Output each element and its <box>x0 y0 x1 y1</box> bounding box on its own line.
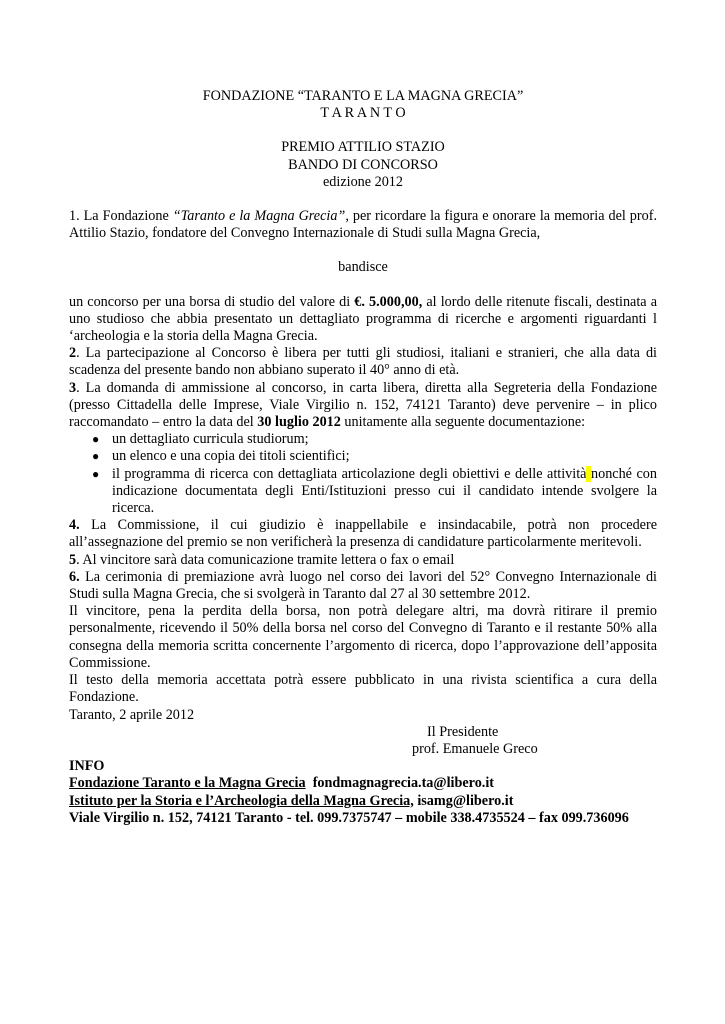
paragraph-4: 4. La Commissione, il cui giudizio è inappellabile e insindacabile, potrà non procedere all’assegnazione del premio se non verificherà la presenza di candidature particolarmente meritevoli. <box>69 517 657 551</box>
paragraph-4-number: 4. <box>69 517 80 534</box>
prize-amount: €. 5.000,00, <box>354 293 423 310</box>
info-line-1 <box>69 775 657 792</box>
foundation-link[interactable]: Fondazione Taranto e la Magna Grecia <box>69 775 306 792</box>
foundation-title: FONDAZIONE “TARANTO E LA MAGNA GRECIA” <box>202 88 524 104</box>
deadline-date: 30 luglio 2012 <box>257 414 341 431</box>
paragraph-concorso: un concorso per una borsa di studio del valore di €. 5.000,00, al lordo delle ritenute fiscali, destinata a uno studioso che abbia presentato un dettagliato programma di ricerche e argomenti riguardanti l ‘archeologia e la storia della Magna Grecia. <box>69 293 657 345</box>
documents-list <box>69 431 657 517</box>
info-line-2 <box>69 793 657 810</box>
paragraph-3: 3. La domanda di ammissione al concorso, in carta libera, diretta alla Segreteria della Fondazione (presso Cittadella delle Imprese, Viale Virgilio n. 152, 74121 Taranto) deve pervenire – in plico raccomandato – entro la data del 30 luglio 2012 unitamente alla seguente documentazione: <box>69 379 657 431</box>
foundation-email[interactable]: fondmagnagrecia.ta@libero.it <box>305 775 495 792</box>
paragraph-5: 5. Al vincitore sarà data comunicazione tramite lettera o fax o email <box>69 551 455 568</box>
paragraph-7: Il vincitore, pena la perdita della borsa, non potrà delegare altri, ma dovrà ritirare il premio personalmente, ricevendo il 50% della borsa nel corso del Convegno di Taranto e il restante 50% alla consegna della memoria scritta concernente l’argomento di ricerca, dopo l’approvazione dell’apposita Commissione. <box>69 603 657 671</box>
prize-title: PREMIO ATTILIO STAZIO <box>281 139 445 156</box>
city-title: T A R A N T O <box>320 105 406 122</box>
paragraph-2-number: 2 <box>69 345 77 362</box>
institute-link[interactable]: Istituto per la Storia e l’Archeologia della Magna Grecia, <box>69 792 414 809</box>
paragraph-1-number: 1 <box>69 208 77 225</box>
bullet-icon: ● <box>92 466 100 481</box>
call-title: BANDO DI CONCORSO <box>288 156 438 173</box>
paragraph-6: 6. La cerimonia di premiazione avrà luogo nel corso dei lavori del 52° Convegno Internazionale di Studi sulla Magna Grecia, che si svolgerà in Taranto dal 27 al 30 settembre 2012. <box>69 568 657 603</box>
institute-email[interactable]: isamg@libero.it <box>413 792 514 809</box>
info-heading: INFO <box>69 758 105 775</box>
paragraph-5-number: 5 <box>69 551 77 568</box>
bullet-icon: ● <box>92 449 100 464</box>
document-page <box>69 88 657 827</box>
foundation-name-italic: “Taranto e la Magna Grecia” <box>172 208 346 225</box>
paragraph-3-number: 3 <box>69 379 77 396</box>
signature-name: prof. Emanuele Greco <box>412 740 538 757</box>
list-item: ● un dettagliato curricula studiorum; <box>92 431 309 448</box>
place-date: Taranto, 2 aprile 2012 <box>69 706 195 723</box>
paragraph-2: 2. La partecipazione al Concorso è libera per tutti gli studiosi, italiani e stranieri, che alla data di scadenza del presente bando non abbiano superato il 40° anno di età. <box>69 345 657 379</box>
paragraph-1: 1. La Fondazione “Taranto e la Magna Grecia”, per ricordare la figura e onorare la memoria del prof. Attilio Stazio, fondatore del Convegno Internazionale di Studi sulla Magna Grecia, <box>69 208 657 242</box>
list-item: ● il programma di ricerca con dettagliata articolazione degli obiettivi e delle attività nonché con indicazione documentata degli Enti/Istituzioni presso cui il candidato intende svolgere la ricerca. <box>92 465 657 517</box>
paragraph-8: Il testo della memoria accettata potrà essere pubblicato in una rivista scientifica a cura della Fondazione. <box>69 672 657 706</box>
bullet-icon: ● <box>92 432 100 447</box>
list-item: ● un elenco e una copia dei titoli scientifici; <box>92 448 350 465</box>
signature-role: Il Presidente <box>427 723 499 740</box>
paragraph-6-number: 6. <box>69 568 80 585</box>
bandisce-label: bandisce <box>338 259 388 276</box>
edition-label: edizione 2012 <box>323 173 403 190</box>
info-line-3: Viale Virgilio n. 152, 74121 Taranto - tel. 099.7375747 – mobile 338.4735524 – fax 099.736096 <box>69 809 629 826</box>
